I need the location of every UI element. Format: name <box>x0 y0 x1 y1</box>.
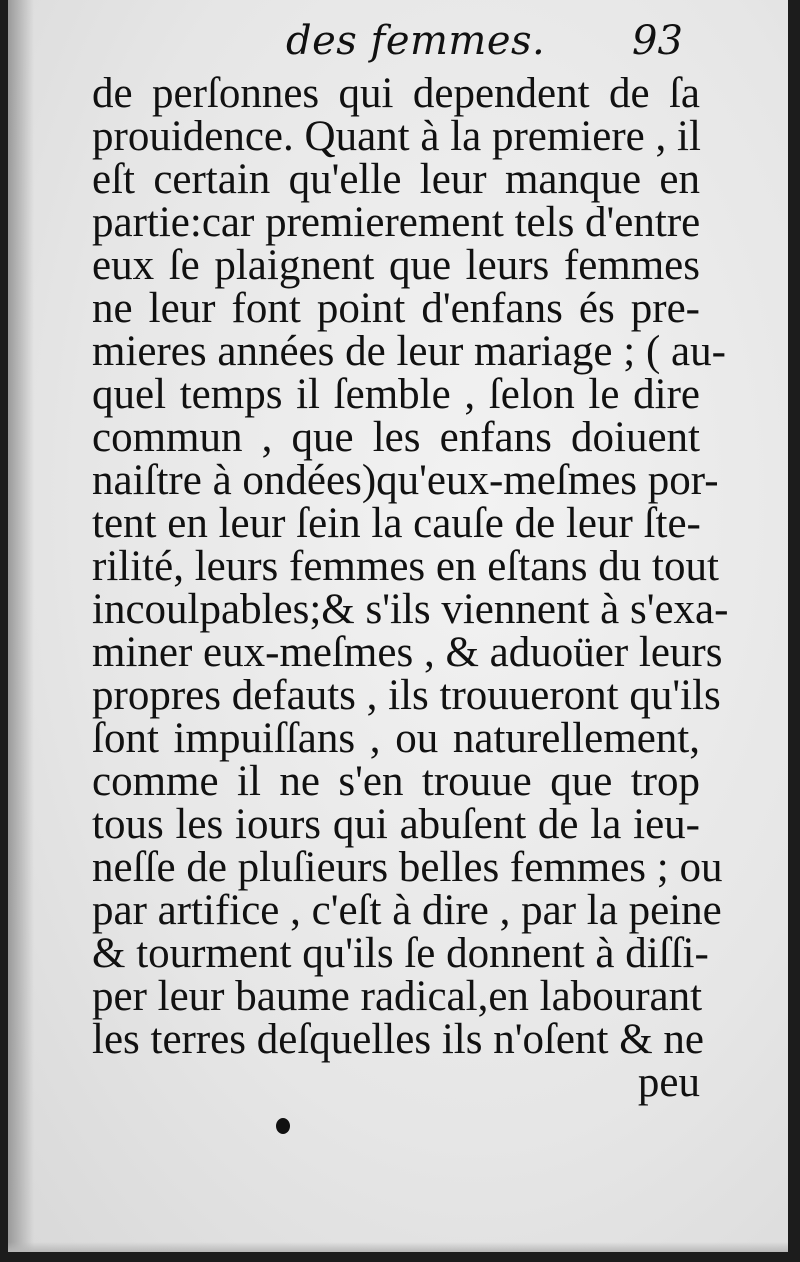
text-line: miner eux-meſmes , & aduoüer leurs <box>92 629 723 676</box>
text-line: naiſtre à ondées)qu'eux-meſmes por- <box>92 457 719 504</box>
text-line: prouidence. Quant à la premiere , il <box>92 113 701 160</box>
book-page <box>8 0 788 1252</box>
text-line: eſt certain qu'elle leur manque en <box>92 156 700 203</box>
catchword: peu <box>637 1059 700 1106</box>
running-title: des femmes. <box>286 18 546 64</box>
text-line: neſſe de pluſieurs belles femmes ; ou <box>92 844 723 891</box>
text-line: quel temps il ſemble , ſelon le dire <box>92 371 700 418</box>
text-line: les terres deſquelles ils n'oſent & ne <box>92 1016 704 1063</box>
text-line: partie:car premierement tels d'entre <box>92 199 701 246</box>
text-line: comme il ne s'en trouue que trop <box>92 758 700 805</box>
text-line: mieres années de leur mariage ; ( au- <box>92 328 726 375</box>
text-line: eux ſe plaignent que leurs femmes <box>92 242 700 289</box>
text-line: tent en leur ſein la cauſe de leur ſte- <box>92 500 701 547</box>
text-line: propres defauts , ils trouueront qu'ils <box>92 672 721 719</box>
page-header <box>8 12 788 72</box>
text-line: par artifice , c'eſt à dire , par la peine <box>92 887 722 934</box>
text-line: incoulpables;& s'ils viennent à s'exa- <box>92 586 729 633</box>
body-text <box>92 70 729 1106</box>
page-bottom-edge <box>8 1242 788 1252</box>
text-line: ne leur font point d'enfans és pre- <box>92 285 700 332</box>
gutter-shadow <box>8 0 34 1252</box>
text-line: commun , que les enfans doiuent <box>92 414 700 461</box>
text-line: ſont impuiſſans , ou naturellement, <box>92 715 700 762</box>
text-line: rilité, leurs femmes en eſtans du tout <box>92 543 719 590</box>
text-line: tous les iours qui abuſent de la ieu- <box>92 801 700 848</box>
text-line: & tourment qu'ils ſe donnent à diſſi- <box>92 930 709 977</box>
text-line: per leur baume radical,en labourant <box>92 973 703 1020</box>
text-line: de perſonnes qui dependent de ſa <box>92 70 700 117</box>
page-number: 93 <box>632 18 683 64</box>
ink-blot <box>276 1118 290 1134</box>
